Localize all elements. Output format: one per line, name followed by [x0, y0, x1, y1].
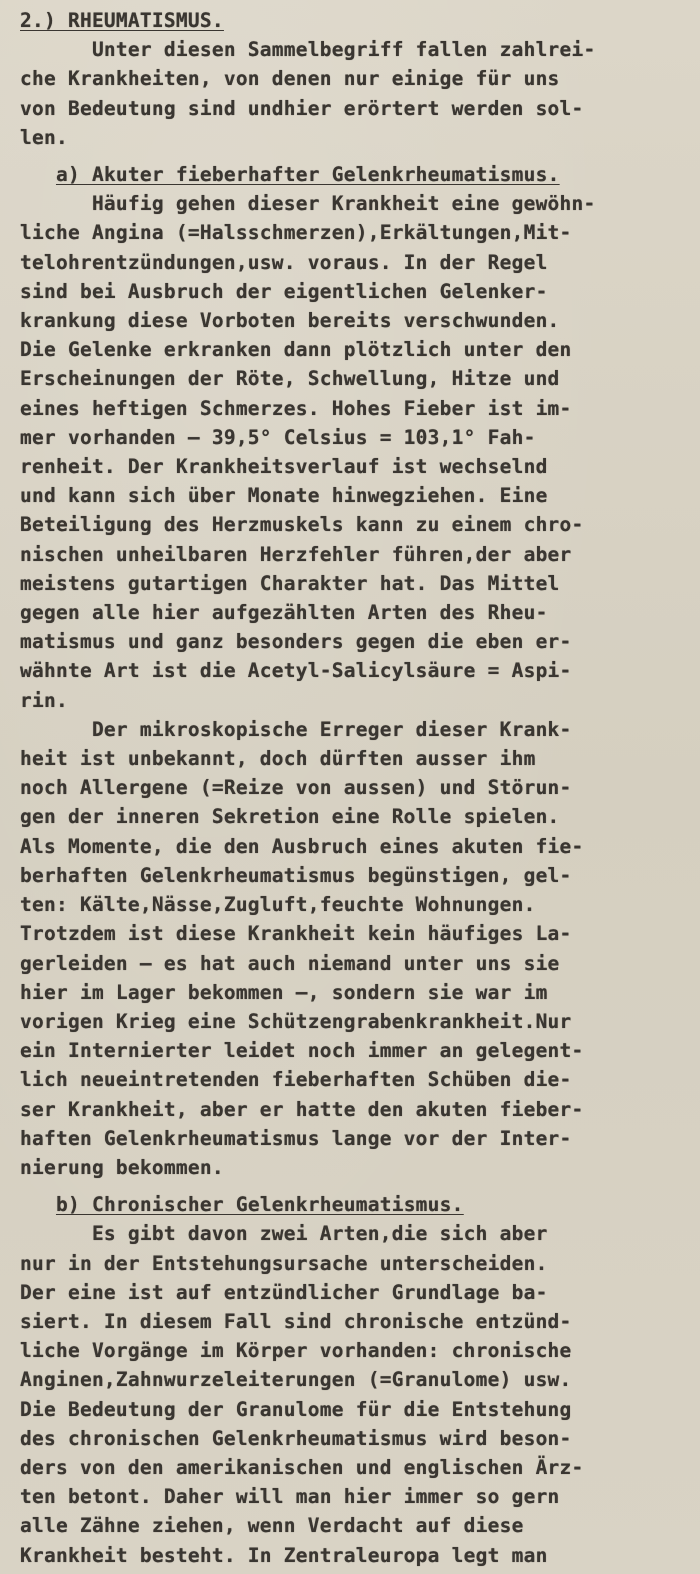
subsection-a-paragraph-1: [20, 189, 690, 715]
text-line: lich neueintretenden fieberhaften Schüben die-: [20, 1068, 572, 1092]
text-line: ten: Kälte,Nässe,Zugluft,feuchte Wohnungen.: [20, 893, 536, 917]
text-line: nierung bekommen.: [20, 1155, 224, 1179]
text-line: mer vorhanden — 39,5° Celsius = 103,1° Fah-: [20, 425, 536, 449]
text-line: des chronischen Gelenkrheumatismus wird beson-: [20, 1426, 572, 1450]
text-line: meistens gutartigen Charakter hat. Das Mittel: [20, 571, 560, 595]
text-line: matismus und ganz besonders gegen die eben er-: [20, 630, 572, 654]
subsection-b-title: b) Chronischer Gelenkrheumatismus.: [55, 1193, 464, 1217]
text-line: ser Krankheit, aber er hatte den akuten fieber-: [20, 1097, 584, 1121]
subsection-b-paragraph-1: [20, 1219, 690, 1569]
text-line: nischen unheilbaren Herzfehler führen,der aber: [20, 542, 572, 566]
text-line: Trotzdem ist diese Krankheit kein häufiges La-: [20, 922, 572, 946]
text-line: berhaften Gelenkrheumatismus begünstigen, gel-: [20, 863, 572, 887]
text-line: Als Momente, die den Ausbruch eines akuten fie-: [20, 834, 584, 858]
text-line: liche Vorgänge im Körper vorhanden: chronische: [20, 1339, 572, 1363]
text-line: ten betont. Daher will man hier immer so gern: [20, 1485, 560, 1509]
subsection-a-paragraph-2: [20, 715, 690, 1182]
text-line: heit ist unbekannt, doch dürften ausser ihm: [20, 747, 536, 771]
text-line: eines heftigen Schmerzes. Hohes Fieber ist im-: [20, 396, 572, 420]
text-line: Es gibt davon zwei Arten,die sich aber: [20, 1222, 548, 1246]
text-line: liche Angina (=Halsschmerzen),Erkältungen,Mit-: [20, 221, 572, 245]
subsection-a-title-row: [20, 160, 690, 189]
text-line: und kann sich über Monate hinwegziehen. Eine: [20, 484, 548, 508]
text-line: len.: [20, 125, 68, 149]
text-line: telohrentzündungen,usw. voraus. In der Regel: [20, 250, 548, 274]
subsection-b-title-row: [20, 1190, 690, 1219]
text-line: rin.: [20, 688, 68, 712]
text-line: Beteiligung des Herzmuskels kann zu einem chro-: [20, 513, 584, 537]
text-line: sind bei Ausbruch der eigentlichen Gelenker-: [20, 279, 548, 303]
text-line: haften Gelenkrheumatismus lange vor der Inter-: [20, 1126, 572, 1150]
text-line: Die Gelenke erkranken dann plötzlich unter den: [20, 338, 572, 362]
text-line: nur in der Entstehungsursache unterscheiden.: [20, 1251, 548, 1275]
text-line: hier im Lager bekommen —, sondern sie war im: [20, 980, 548, 1004]
text-line: noch Allergene (=Reize von aussen) und Störun-: [20, 776, 572, 800]
text-line: Häufig gehen dieser Krankheit eine gewöhn-: [20, 192, 596, 216]
text-line: vorigen Krieg eine Schützengrabenkrankheit.Nur: [20, 1009, 572, 1033]
text-line: Der eine ist auf entzündlicher Grundlage ba-: [20, 1280, 548, 1304]
subsection-a-title: a) Akuter fieberhafter Gelenkrheumatismus.: [55, 163, 560, 187]
text-line: Die Bedeutung der Granulome für die Entstehung: [20, 1397, 572, 1421]
text-line: Unter diesen Sammelbegriff fallen zahlrei-: [20, 38, 596, 62]
text-line: wähnte Art ist die Acetyl-Salicylsäure = Aspi-: [20, 659, 572, 683]
section-heading: 2.) RHEUMATISMUS.: [20, 9, 224, 32]
text-line: gerleiden — es hat auch niemand unter uns sie: [20, 951, 560, 975]
text-line: Anginen,Zahnwurzeleiterungen (=Granulome) usw.: [20, 1368, 572, 1392]
text-line: ders von den amerikanischen und englischen Ärz-: [20, 1455, 584, 1479]
text-line: von Bedeutung sind undhier erörtert werden sol-: [20, 96, 584, 120]
text-line: Erscheinungen der Röte, Schwellung, Hitze und: [20, 367, 560, 391]
intro-paragraph: [20, 35, 690, 152]
text-line: ein Internierter leidet noch immer an gelegent-: [20, 1039, 584, 1063]
text-line: alle Zähne ziehen, wenn Verdacht auf diese: [20, 1514, 524, 1538]
text-line: renheit. Der Krankheitsverlauf ist wechselnd: [20, 455, 548, 479]
text-line: che Krankheiten, von denen nur einige für uns: [20, 67, 560, 91]
text-line: krankung diese Vorboten bereits verschwunden.: [20, 309, 560, 333]
text-line: Der mikroskopische Erreger dieser Krank-: [20, 717, 572, 741]
text-line: gegen alle hier aufgezählten Arten des Rheu-: [20, 601, 548, 625]
text-line: siert. In diesem Fall sind chronische entzünd-: [20, 1309, 572, 1333]
text-line: gen der inneren Sekretion eine Rolle spielen.: [20, 805, 560, 829]
text-line: Krankheit besteht. In Zentraleuropa legt man: [20, 1543, 548, 1567]
